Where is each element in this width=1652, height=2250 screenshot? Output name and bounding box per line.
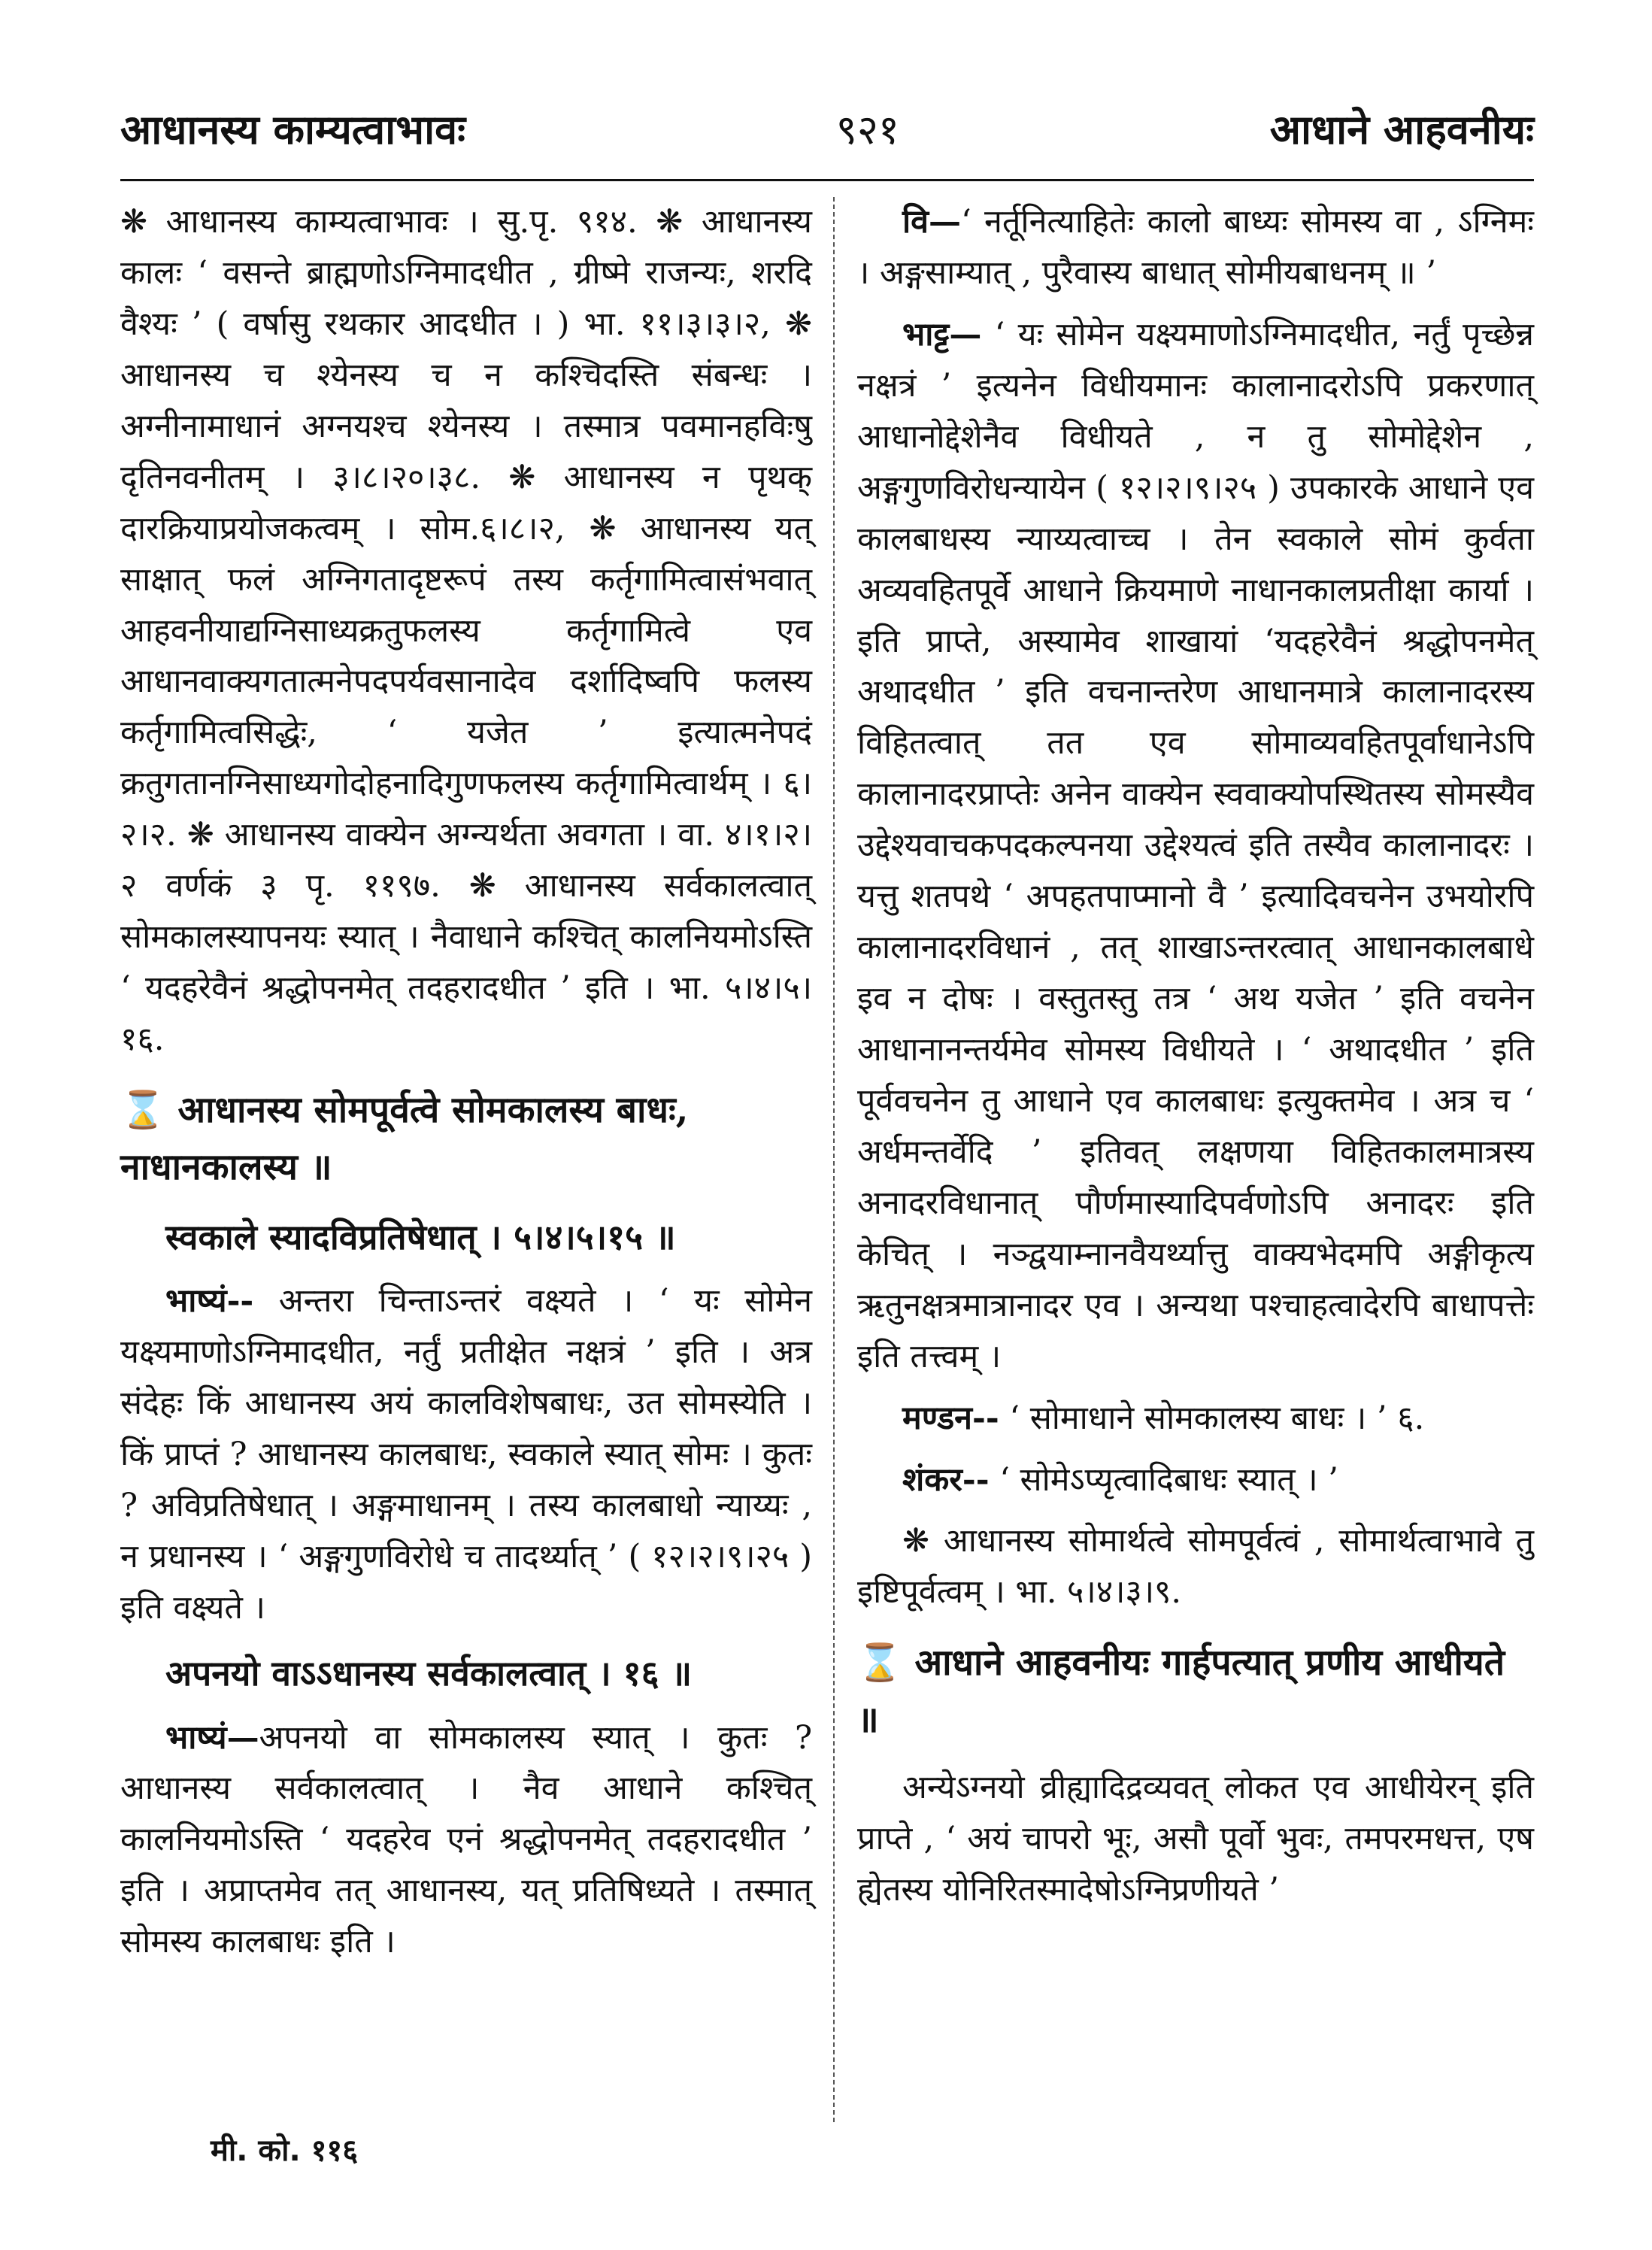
header-left-title: आधानस्य काम्यत्वाभावः [120,106,466,153]
page-footer-signature: मी. को. ११६ [211,2133,359,2168]
right-column [857,197,1534,1927]
sutra-2: अपनयो वाऽऽधानस्य सर्वकालत्वात् । १६ ॥ [165,1652,693,1694]
bhatta-paragraph [857,310,1534,1383]
mandana-paragraph [857,1393,1534,1445]
bhatta-text: ‘ यः सोमेन यक्ष्यमाणोऽग्निमादधीत, नर्तुं पृच्छेन्न नक्षत्रं ’ इत्यनेन विधीयमानः कालानादरोऽपि प्रकरणात् आधानोद्देशेनैव विधीयते , न तु सोमोद्देशेन , अङ्गगुणविरोधन्यायेन ( १२।२।९।२५ ) उपकारके आधाने एव कालबाधस्य न्याय्यत्वाच्च । तेन स्वकाले सोमं कुर्वता अव्यवहितपूर्वे आधाने क्रियमाणे नाधानकालप्रतीक्षा कार्या । इति प्राप्ते, अस्यामेव शाखायां ‘यदहरेवैनं श्रद्धोपनमेत् अथादधीत ’ इति वचनान्तरेण आधानमात्रे कालानादरस्य विहितत्वात् तत एव सोमाव्यवहितपूर्वाधानेऽपि कालानादरप्राप्तेः अनेन वाक्येन स्ववाक्योपस्थितस्य सोमस्यैव उद्देश्यवाचकपदकल्पनया उद्देश्यत्वं इति तस्यैव कालानादरः । यत्तु शतपथे ‘ अपहतपाप्मानो वै ’ इत्यादिवचनेन उभयोरपि कालानादरविधानं , तत् शाखाऽन्तरत्वात् आधानकालबाधे इव न दोषः । वस्तुतस्तु तत्र ‘ अथ यजेत ’ इति वचनेन आधानानन्तर्यमेव सोमस्य विधीयते । ‘ अथादधीत ’ इति पूर्ववचनेन तु आधाने एव कालबाधः इत्युक्तमेव । अत्र च ‘ अर्धमन्तर्वेदि ’ इतिवत् लक्षणया विहितकालमात्रस्य अनादरविधानात् पौर्णमास्यादिपर्वणोऽपि अनादरः इति केचित् । नञ्द्वयाम्नानवैयर्थ्यात्तु वाक्यभेदमपि अङ्गीकृत्य ऋतुनक्षत्रमात्रानादर एव । अन्यथा पश्चाहत्वादेरपि बाधापत्तेः इति तत्त्वम् । [857,315,1534,1375]
shankara-paragraph [857,1455,1534,1506]
sutra-1: स्वकाले स्यादविप्रतिषेधात् । ५।४।५।१५ ॥ [165,1216,676,1257]
vi-label: वि— [902,203,962,241]
column-divider [833,197,835,2122]
shankara-text: ‘ सोमेऽप्यृत्वादिबाधः स्यात् । ’ [989,1460,1338,1499]
topic-heading-2: ⌛ आधाने आहवनीयः गार्हपत्यात् प्रणीय आधीयते ॥ [857,1642,1505,1742]
vi-paragraph [857,197,1534,299]
topic-heading-1: ⌛ आधानस्य सोमपूर्वत्वे सोमकालस्य बाधः, नाधानकालस्य ॥ [120,1088,689,1188]
left-intro-paragraph: ❋ आधानस्य काम्यत्वाभावः । सु.पृ. ९१४. ❋ आधानस्य कालः ‘ वसन्ते ब्राह्मणोऽग्निमादधीत , ग्रीष्मे राजन्यः, शरदि वैश्यः ’ ( वर्षासु रथकार आदधीत । ) भा. ११।३।३।२, ❋ आधानस्य च श्येनस्य च न कश्चिदस्ति संबन्धः । अग्नीनामाधानं अग्नयश्च श्येनस्य । तस्मात्र पवमानहविःषु दृतिनवनीतम् । ३।८।२०।३८. ❋ आधानस्य न पृथक् दारक्रियाप्रयोजकत्वम् । सोम.६।८।२, ❋ आधानस्य यत् साक्षात् फलं अग्निगतादृष्टरूपं तस्य कर्तृगामित्वासंभवात् आहवनीयाद्यग्निसाध्यक्रतुफलस्य कर्तृगामित्वे एव आधानवाक्यगतात्मनेपदपर्यवसानादेव दर्शादिष्वपि फलस्य कर्तृगामित्वसिद्धेः, ‘ यजेत ’ इत्यात्मनेपदं क्रतुगतानग्निसाध्यगोदोहनादिगुणफलस्य कर्तृगामित्वार्थम् । ६।२।२. ❋ आधानस्य वाक्येन अग्न्यर्थता अवगता । वा. ४।१।२।२ वर्णकं ३ पृ. ११९७. ❋ आधानस्य सर्वकालत्वात् सोमकालस्यापनयः स्यात् । नैवाधाने कश्चित् कालनियमोऽस्ति ‘ यदहरेवैनं श्रद्धोपनमेत् तदहरादधीत ’ इति । भा. ५।४।५।१६. [120,203,812,1058]
bhashya-2 [120,1713,812,1969]
shankara-label: शंकर-- [902,1460,990,1499]
bhashya-2-label: भाष्यं— [165,1718,259,1757]
right-last-paragraph: अन्येऽग्नयो व्रीह्यादिद्रव्यवत् लोकत एव आधीयेरन् इति प्राप्ते , ‘ अयं चापरो भूः, असौ पूर्वो भुवः, तमपरमधत्त, एष ह्येतस्य योनिरितस्मादेषोऽग्निप्रणीयते ’ [857,1768,1534,1909]
header-right-title: आधाने आहवनीयः [1269,106,1534,153]
bhashya-2-text: अपनयो वा सोमकालस्य स्यात् । कुतः ? आधानस्य सर्वकालत्वात् । नैव आधाने कश्चित् कालनियमोऽस्ति ‘ यदहरेव एनं श्रद्धोपनमेत् तदहरादधीत ’ इति । अप्राप्तमेव तत् आधानस्य, यत् प्रतिषिध्यते । तस्मात् सोमस्य कालबाधः इति । [120,1718,812,1961]
mandana-text: ‘ सोमाधाने सोमकालस्य बाधः । ’ ६. [999,1399,1425,1437]
running-header [120,90,1534,165]
bhashya-1 [120,1276,812,1634]
mandana-label: मण्डन-- [902,1399,999,1437]
page-number: ९२१ [835,106,900,153]
vi-text: ‘ नर्तूनित्याहितेः कालो बाध्यः सोमस्य वा , ऽग्निमः । अङ्गसाम्यात् , पुरैवास्य बाधात् सोमीयबाधनम् ॥ ’ [857,203,1534,292]
left-column [120,197,812,1979]
header-rule [120,179,1534,181]
bhashya-1-label: भाष्यं-- [165,1282,254,1321]
note-paragraph: ❋ आधानस्य सोमार्थत्वे सोमपूर्वत्वं , सोमार्थत्वाभावे तु इष्टिपूर्वत्वम् । भा. ५।४।३।९. [857,1522,1534,1612]
bhashya-1-text: अन्तरा चिन्ताऽन्तरं वक्ष्यते । ‘ यः सोमेन यक्ष्यमाणोऽग्निमादधीत, नर्तुं प्रतीक्षेत नक्षत्रं ’ इति । अत्र संदेहः किं आधानस्य अयं कालविशेषबाधः, उत सोमस्येति । किं प्राप्तं ? आधानस्य कालबाधः, स्वकाले स्यात् सोमः । कुतः ? अविप्रतिषेधात् । अङ्गमाधानम् । तस्य कालबाधो न्याय्यः , न प्रधानस्य । ‘ अङ्गगुणविरोधे च तादर्थ्यात् ’ ( १२।२।९।२५ ) इति वक्ष्यते । [120,1282,812,1627]
bhatta-label: भाट्ट— [902,315,982,353]
